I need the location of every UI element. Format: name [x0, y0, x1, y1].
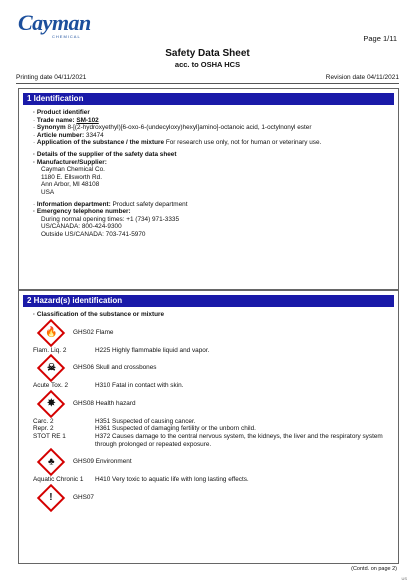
address-line: Ann Arbor, MI 48108	[41, 181, 100, 189]
product-identifier-label: · Product identifier	[33, 109, 392, 117]
address-line: USA	[41, 188, 55, 196]
footer-code: US	[401, 576, 407, 581]
article-label: Article number:	[36, 131, 85, 139]
environment-icon: ♣	[37, 448, 65, 476]
hazard-statement: Aquatic Chronic 1 H410 Very toxic to aquatic life with long lasting effects.	[33, 476, 249, 484]
hazard-statement: Repr. 2 H361 Suspected of damaging fertility or the unborn child.	[33, 425, 256, 433]
hazard-name: GHS09 Environment	[73, 458, 132, 466]
info-dept-label: Information department:	[36, 200, 111, 208]
emergency-line: Outside US/CANADA: 703-741-5970	[41, 230, 146, 238]
hazard-pictogram-row	[33, 356, 392, 380]
health-hazard-icon: ✸	[37, 390, 65, 418]
hazard-name: GHS08 Health hazard	[73, 399, 136, 407]
emergency-label: · Emergency telephone number:	[33, 208, 392, 216]
trade-name-label: Trade name:	[36, 116, 75, 124]
hazard-statement: Acute Tox. 2 H310 Fatal in contact with skin.	[33, 382, 184, 390]
address-line: Cayman Chemical Co.	[41, 166, 105, 174]
synonym-label: Synonym	[36, 124, 66, 132]
document-subtitle: acc. to OSHA HCS	[174, 60, 241, 69]
emergency-line: During normal opening times: +1 (734) 971-3335	[41, 215, 180, 223]
info-dept: Product safety department	[112, 200, 188, 208]
section-hazards	[18, 290, 399, 564]
hazard-pictogram-row	[33, 321, 392, 345]
address-line: 1180 E. Ellsworth Rd.	[41, 173, 102, 181]
document-title: Safety Data Sheet	[165, 48, 250, 59]
hazard-pictogram-row	[33, 392, 392, 416]
section-identification	[18, 88, 399, 290]
synonym: 8-[(2-hydroxyethyl)[6-oxo-6-(undecyloxy)hexyl]amino]-octanoic acid, 1-octylnonyl ester	[67, 124, 312, 132]
application: For research use only, not for human or veterinary use.	[165, 139, 322, 147]
printing-date: Printing date 04/11/2021	[16, 74, 87, 81]
hazard-statement: Carc. 2 H351 Suspected of causing cancer.	[33, 417, 196, 425]
hazard-pictogram-row	[33, 450, 392, 474]
page-number: Page 1/11	[363, 34, 397, 43]
emergency-line: US/CANADA: 800-424-9300	[41, 223, 122, 231]
section-heading: 1 Identification	[23, 93, 394, 105]
hazard-name: GHS06 Skull and crossbones	[73, 364, 157, 372]
hazard-name: GHS07	[73, 493, 94, 501]
exclamation-icon: !	[37, 484, 65, 512]
hazard-statement: STOT RE 1 H372 Causes damage to the central nervous system, the kidneys, the liver and the respiratory system through prolonged or repeated exposure.	[33, 432, 383, 448]
hazard-name: GHS02 Flame	[73, 328, 114, 336]
date-row	[16, 74, 399, 84]
manufacturer-label: · Manufacturer/Supplier:	[33, 159, 392, 167]
trade-name: SM-102	[76, 116, 99, 124]
flame-icon: 🔥	[37, 318, 65, 346]
logo-subtitle: CHEMICAL	[52, 34, 81, 39]
supplier-details-label: · Details of the supplier of the safety data sheet	[33, 151, 392, 159]
skull-crossbones-icon: ☠	[37, 354, 65, 382]
section-heading: 2 Hazard(s) identification	[23, 295, 394, 307]
hazard-statement: Flam. Liq. 2 H225 Highly flammable liquid and vapor.	[33, 346, 210, 354]
hazard-pictogram-row	[33, 486, 392, 510]
classification-label: · Classification of the substance or mixture	[33, 311, 392, 319]
revision-date: Revision date 04/11/2021	[325, 74, 399, 81]
continued-note: (Contd. on page 2)	[351, 566, 397, 572]
cayman-logo: Cayman	[18, 10, 91, 35]
application-label: Application of the substance / the mixture	[36, 139, 165, 147]
article-number: 33474	[85, 131, 104, 139]
